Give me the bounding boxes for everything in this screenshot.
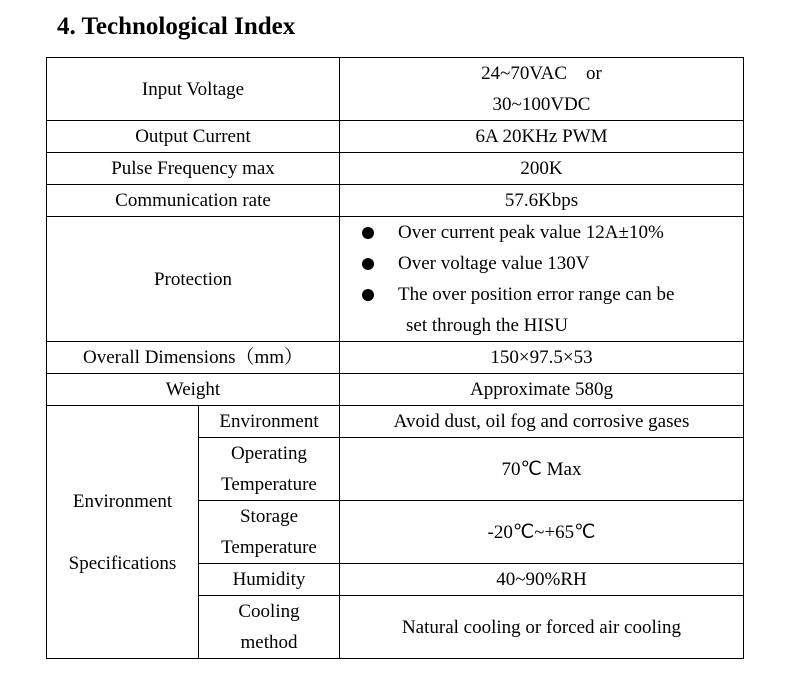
table-row xyxy=(47,185,744,217)
list-item xyxy=(360,279,743,341)
section-heading: 4. Technological Index xyxy=(57,13,296,40)
input-voltage-value xyxy=(340,58,744,121)
table-row xyxy=(47,217,744,342)
bullet-icon xyxy=(362,227,374,239)
output-current-label: Output Current xyxy=(47,121,340,153)
communication-rate-label: Communication rate xyxy=(47,185,340,217)
overall-dimensions-label: Overall Dimensions（mm） xyxy=(47,342,340,374)
input-voltage-label: Input Voltage xyxy=(47,58,340,121)
weight-value: Approximate 580g xyxy=(340,374,744,406)
env-row-label xyxy=(199,438,340,501)
bullet-icon xyxy=(362,258,374,270)
protection-item: Over voltage value 130V xyxy=(398,253,590,274)
env-row-label xyxy=(199,596,340,659)
output-current-value: 6A 20KHz PWM xyxy=(340,121,744,153)
weight-label: Weight xyxy=(47,374,340,406)
input-voltage-line1: 24~70VAC or xyxy=(481,63,602,84)
environment-label-line2: Specifications xyxy=(68,552,177,574)
protection-value xyxy=(340,217,744,342)
table-row xyxy=(47,58,744,121)
input-voltage-line2: 30~100VDC xyxy=(492,94,591,115)
env-row-label-line: method xyxy=(240,632,298,653)
env-row-label: Humidity xyxy=(199,564,340,596)
table-row xyxy=(47,374,744,406)
table-row xyxy=(47,121,744,153)
spec-table xyxy=(46,57,744,659)
table-row xyxy=(47,153,744,185)
list-item xyxy=(360,248,743,279)
environment-label-line1: Environment xyxy=(72,490,173,512)
env-row-label-line: Temperature xyxy=(221,474,317,495)
table-row xyxy=(47,406,744,438)
env-row-label-line: Temperature xyxy=(221,537,317,558)
env-row-label-line: Operating xyxy=(231,443,307,464)
list-item xyxy=(360,217,743,248)
protection-label: Protection xyxy=(47,217,340,342)
table-row xyxy=(47,342,744,374)
protection-list xyxy=(340,217,743,341)
overall-dimensions-value: 150×97.5×53 xyxy=(340,342,744,374)
environment-specifications-label xyxy=(47,406,199,659)
env-row-label-line: Cooling xyxy=(238,601,300,622)
communication-rate-value: 57.6Kbps xyxy=(340,185,744,217)
pulse-frequency-label: Pulse Frequency max xyxy=(47,153,340,185)
env-row-label xyxy=(199,501,340,564)
bullet-icon xyxy=(362,289,374,301)
env-row-label-line: Storage xyxy=(239,506,299,527)
env-row-label: Environment xyxy=(199,406,340,438)
pulse-frequency-value: 200K xyxy=(340,153,744,185)
protection-item: Over current peak value 12A±10% xyxy=(398,222,664,243)
env-row-value: -20℃~+65℃ xyxy=(340,501,744,564)
protection-item: The over position error range can be xyxy=(398,284,675,305)
env-row-value: Avoid dust, oil fog and corrosive gases xyxy=(340,406,744,438)
env-row-value: 70℃ Max xyxy=(340,438,744,501)
env-row-value: 40~90%RH xyxy=(340,564,744,596)
env-row-value: Natural cooling or forced air cooling xyxy=(340,596,744,659)
protection-item-continuation: set through the HISU xyxy=(406,315,569,336)
